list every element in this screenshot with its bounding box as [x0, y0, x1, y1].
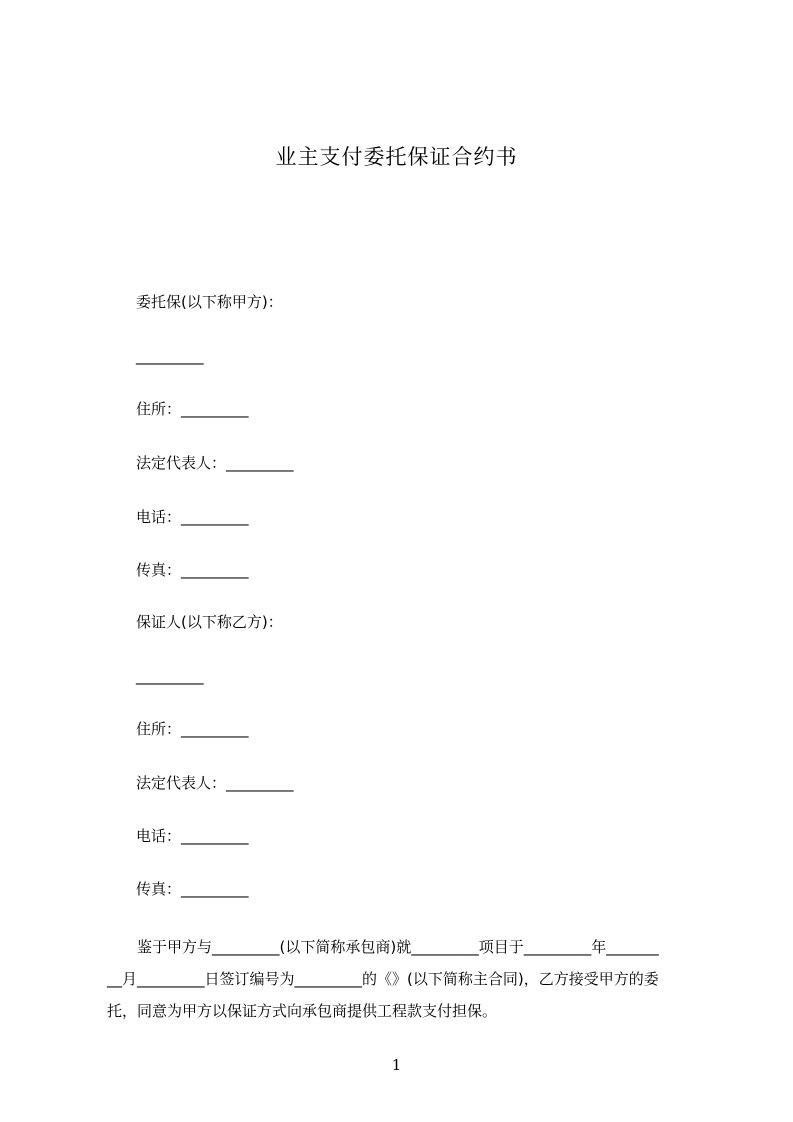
recital-paragraph [107, 931, 707, 1027]
party-a-phone: 电话：_________ [136, 508, 249, 526]
party-b-legal-representative: 法定代表人：_________ [136, 774, 294, 792]
party-a-legal-representative: 法定代表人：_________ [136, 454, 294, 472]
recital-line-1: 鉴于甲方与_________(以下简称承包商)就_________项目于_________年_______ [137, 938, 659, 956]
page-number: 1 [391, 1056, 402, 1074]
party-b-phone: 电话：_________ [136, 827, 249, 845]
party-b-heading: 保证人(以下称乙方)： [136, 613, 283, 631]
party-a-address: 住所：_________ [136, 400, 249, 418]
document-title: 业主支付委托保证合约书 [275, 145, 518, 169]
party-a-fax: 传真：_________ [136, 561, 249, 579]
recital-line-3: 托，同意为甲方以保证方式向承包商提供工程款支付担保。 [107, 1002, 498, 1020]
party-b-fax: 传真：_________ [136, 880, 249, 898]
party-b-address: 住所：_________ [136, 720, 249, 738]
party-a-name-blank: _________ [136, 347, 204, 365]
party-a-heading: 委托保(以下称甲方)： [136, 293, 283, 311]
party-b-name-blank: _________ [136, 667, 204, 685]
recital-line-2: __月_________日签订编号为_________的《》(以下简称主合同)，乙方接受甲方的委 [107, 970, 659, 988]
